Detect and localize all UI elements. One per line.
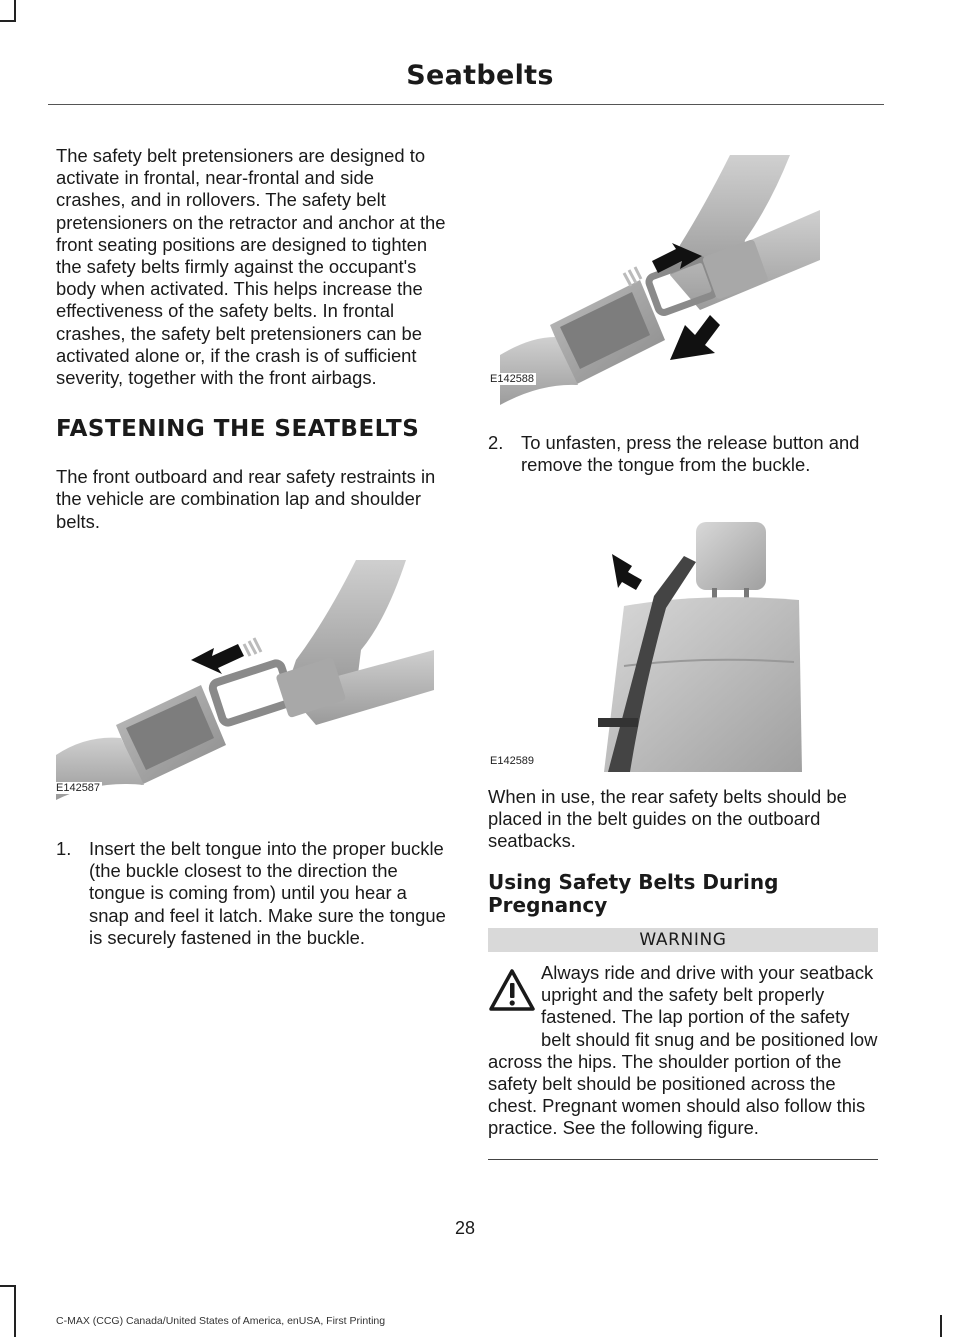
warning-title: WARNING [488,928,878,952]
belt-insert-illustration [56,560,434,800]
step-text: To unfasten, press the release button and remove the tongue from the buckle. [521,432,860,476]
step-number: 2. [488,432,504,453]
crop-mark [0,20,16,22]
crop-mark [14,0,16,20]
step-number: 1. [56,838,72,859]
rear-belts-section [488,786,880,917]
step-text: Insert the belt tongue into the proper buckle (the buckle closest to the direction the tongue is coming from) until you hear a snap and feel it latch. Make sure the tongue is securely fastened in the buckle. [89,838,446,948]
header-divider [48,104,884,105]
icon-spacer [488,962,541,1034]
pretensioner-paragraph: The safety belt pretensioners are designed to activate in frontal, near-frontal and side crashes, and in rollovers. The safety belt pretensioners on the retractor and anchor at the front seating positions are designed to tighten the safety belts firmly against the occupant's body when activated. This helps increase the effectiveness of the safety belts. In frontal crashes, the safety belt pretensioners can be activated alone or, if the crash is of sufficient severity, together with the front airbags. [56,145,446,389]
rear-seat-belt-guide-illustration [490,516,804,772]
crop-mark [940,1315,942,1337]
rear-belts-paragraph: When in use, the rear safety belts should be placed in the belt guides on the outboard seatbacks. [488,786,847,852]
figure-label: E142589 [490,755,535,767]
crop-mark [14,1285,16,1337]
crop-mark [0,1285,16,1287]
step-1 [56,838,448,949]
warning-text [488,962,880,1140]
page-number: 28 [454,1218,476,1238]
figure-label: E142588 [490,373,535,385]
page-title: Seatbelts [406,60,554,91]
warning-divider [488,1159,878,1160]
warning-body: Always ride and drive with your seatback upright and the safety belt properly fastened. The lap portion of the safety belt should fit snug and be positioned low across the hips. The shoulder portion of the safety belt should be positioned across the chest. Pregnant women should also follow this practice. See the following figure. [488,962,878,1139]
left-column [56,145,448,533]
combination-belts-paragraph: The front outboard and rear safety restraints in the vehicle are combination lap and shoulder belts. [56,466,436,532]
pregnancy-heading: Using Safety Belts During Pregnancy [488,869,779,917]
figure-label: E142587 [56,782,101,794]
section-heading: FASTENING THE SEATBELTS [56,416,420,443]
printing-footer: C-MAX (CCG) Canada/United States of America, enUSA, First Printing [56,1315,386,1327]
step-2 [488,432,880,476]
belt-release-illustration [490,155,820,405]
